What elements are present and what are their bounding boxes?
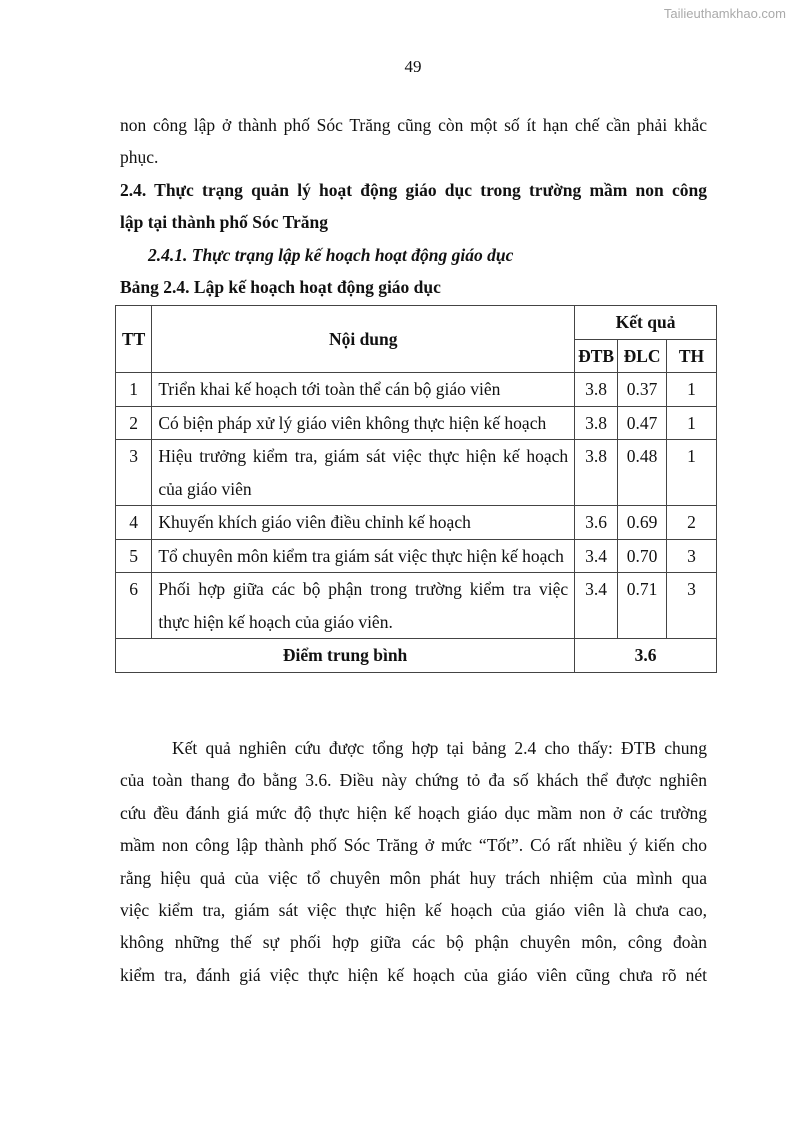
row-number: 3: [116, 440, 152, 506]
row-content: Triển khai kế hoạch tới toàn thể cán bộ giáo viên: [152, 373, 575, 407]
row-number: 6: [116, 573, 152, 639]
row-th: 3: [667, 539, 717, 573]
header-th: TH: [667, 339, 717, 373]
paragraph-line: mầm non công lập thành phố Sóc Trăng ở mức “Tốt”. Có rất nhiều ý kiến cho: [120, 835, 707, 856]
table-row: [116, 573, 717, 639]
row-content: Phối hợp giữa các bộ phận trong trường kiểm tra việc thực hiện kế hoạch của giáo viên.: [152, 573, 575, 639]
header-result: Kết quả: [575, 306, 717, 340]
section-heading: 2.4. Thực trạng quản lý hoạt động giáo dục trong trường mầm non công: [120, 180, 707, 200]
table-row: [116, 373, 717, 407]
watermark: Tailieuthamkhao.com: [663, 6, 786, 21]
row-content: Khuyến khích giáo viên điều chỉnh kế hoạch: [152, 506, 575, 540]
footer-label: Điểm trung bình: [116, 639, 575, 673]
intro-line: phục.: [120, 147, 159, 167]
table-row: [116, 406, 717, 440]
row-dtb: 3.8: [575, 373, 618, 407]
paragraph-line: việc kiểm tra, giám sát việc thực hiện kế hoạch của giáo viên là chưa cao,: [120, 900, 707, 920]
row-dlc: 0.47: [618, 406, 667, 440]
table-caption: Bảng 2.4. Lập kế hoạch hoạt động giáo dục: [120, 277, 441, 297]
results-table: [115, 305, 717, 673]
row-dtb: 3.6: [575, 506, 618, 540]
row-th: 3: [667, 573, 717, 639]
row-dtb: 3.4: [575, 539, 618, 573]
paragraph-line: của toàn thang đo bằng 3.6. Điều này chứng tỏ đa số khách thể được nghiên: [120, 770, 707, 791]
row-number: 1: [116, 373, 152, 407]
row-dlc: 0.37: [618, 373, 667, 407]
paragraph-line: Kết quả nghiên cứu được tổng hợp tại bảng 2.4 cho thấy: ĐTB chung: [172, 738, 707, 758]
table-row: [116, 539, 717, 573]
header-content: Nội dung: [152, 306, 575, 373]
row-number: 4: [116, 506, 152, 540]
section-heading: lập tại thành phố Sóc Trăng: [120, 212, 328, 232]
row-th: 1: [667, 440, 717, 506]
header-dtb: ĐTB: [575, 339, 618, 373]
table-row: [116, 506, 717, 540]
row-dtb: 3.8: [575, 440, 618, 506]
header-tt: TT: [116, 306, 152, 373]
row-content: Có biện pháp xử lý giáo viên không thực hiện kế hoạch: [152, 406, 575, 440]
table-row: [116, 440, 717, 506]
row-content: Tổ chuyên môn kiểm tra giám sát việc thực hiện kế hoạch: [152, 539, 575, 573]
intro-line: non công lập ở thành phố Sóc Trăng cũng còn một số ít hạn chế cần phải khắc: [120, 115, 707, 135]
row-dlc: 0.70: [618, 539, 667, 573]
subsection-heading: 2.4.1. Thực trạng lập kế hoạch hoạt động giáo dục: [148, 245, 514, 265]
paragraph-line: không những thế sự phối hợp giữa các bộ phận chuyên môn, công đoàn: [120, 932, 707, 953]
header-dlc: ĐLC: [618, 339, 667, 373]
row-number: 5: [116, 539, 152, 573]
row-dlc: 0.69: [618, 506, 667, 540]
row-number: 2: [116, 406, 152, 440]
row-th: 2: [667, 506, 717, 540]
paragraph-line: cứu đều đánh giá mức độ thực hiện kế hoạch giáo dục mầm non ở các trường: [120, 802, 707, 823]
page-number: 49: [404, 57, 422, 76]
row-dlc: 0.48: [618, 440, 667, 506]
paragraph-line: rằng hiệu quả của việc tổ chuyên môn phát huy trách nhiệm của mình qua: [120, 867, 707, 888]
footer-value: 3.6: [575, 639, 717, 673]
paragraph-line: kiểm tra, đánh giá việc thực hiện kế hoạch của giáo viên cũng chưa rõ nét: [120, 964, 707, 985]
row-content: Hiệu trưởng kiểm tra, giám sát việc thực hiện kế hoạch của giáo viên: [152, 440, 575, 506]
row-dtb: 3.4: [575, 573, 618, 639]
row-dlc: 0.71: [618, 573, 667, 639]
row-th: 1: [667, 406, 717, 440]
row-th: 1: [667, 373, 717, 407]
row-dtb: 3.8: [575, 406, 618, 440]
